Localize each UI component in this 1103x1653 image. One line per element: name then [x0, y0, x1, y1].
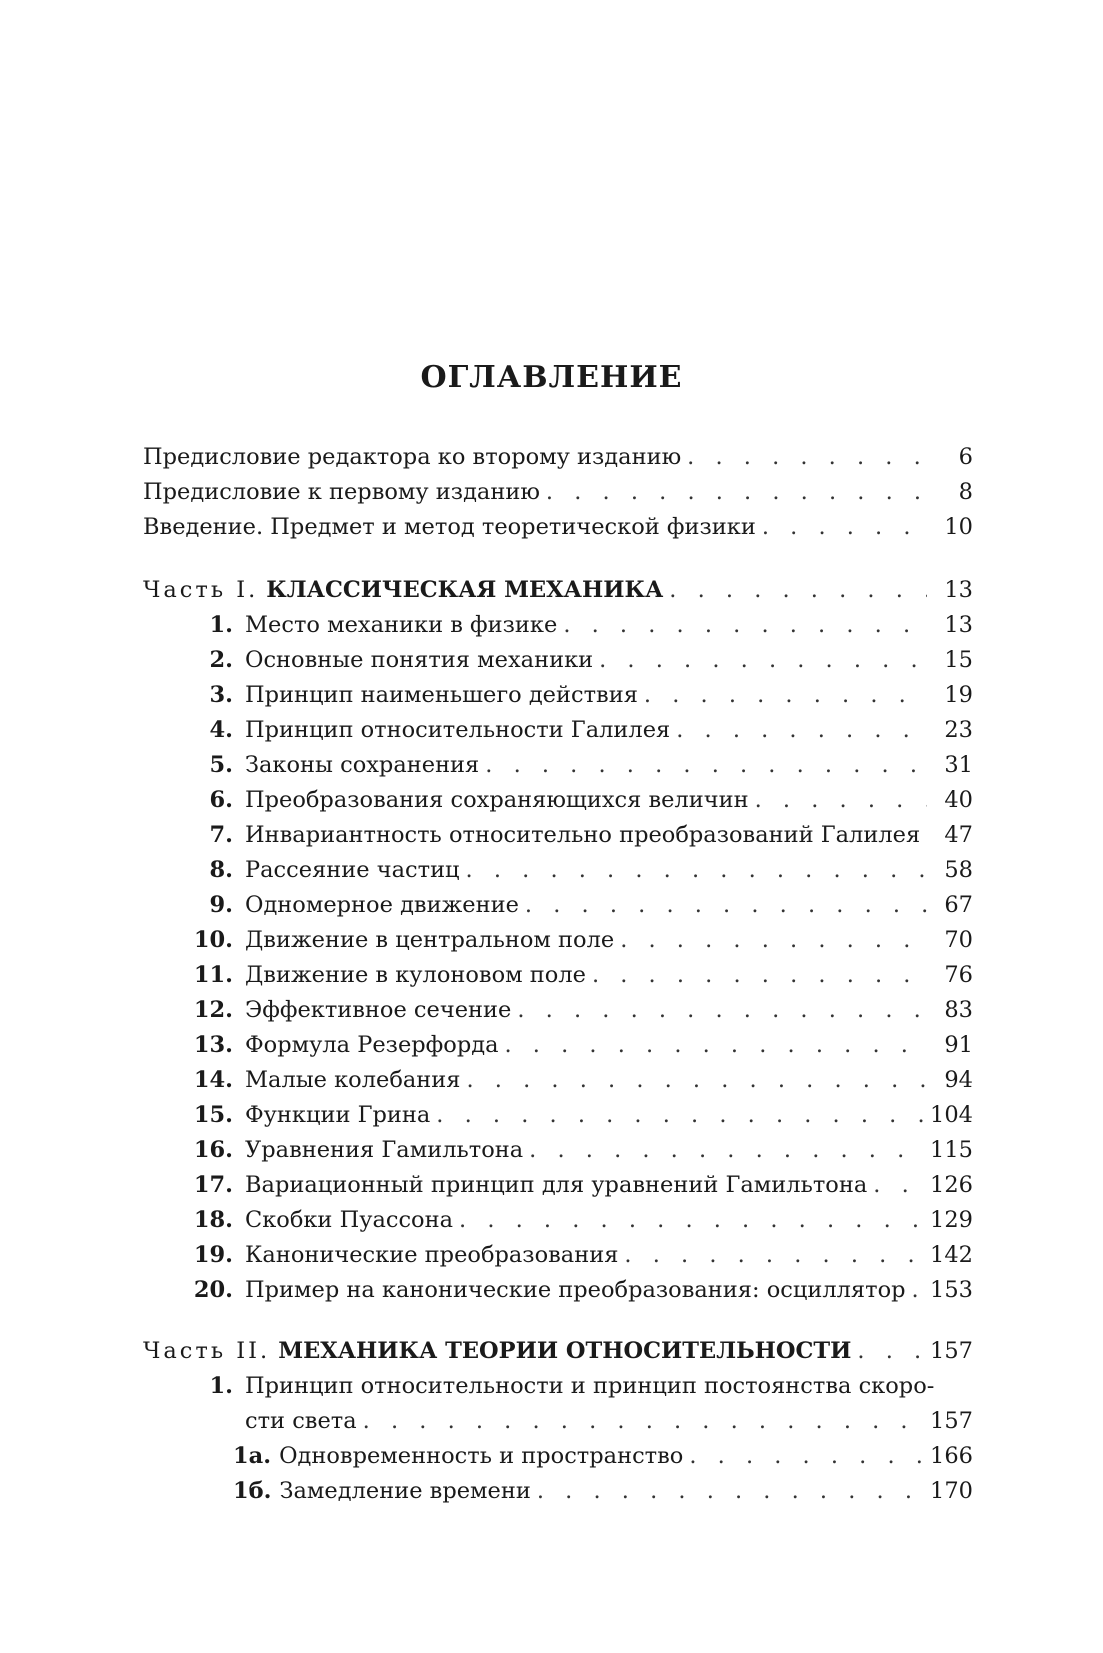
- section-number: 11.: [193, 962, 233, 988]
- section-number: 1.: [209, 1373, 233, 1399]
- entry-title: Место механики в физике: [245, 612, 558, 638]
- entry-page-number: 115: [930, 1137, 973, 1163]
- spacer: [143, 545, 973, 573]
- toc-section-entry[interactable]: [143, 1063, 973, 1098]
- entry-page-number: 170: [930, 1478, 973, 1504]
- entry-page-number: 153: [930, 1277, 973, 1303]
- toc-section-entry[interactable]: [143, 1238, 973, 1273]
- entry-page-number: 47: [944, 822, 973, 848]
- toc-subsection-entry[interactable]: [143, 1474, 973, 1509]
- section-number: 4.: [209, 717, 233, 743]
- section-number: 20.: [193, 1277, 233, 1303]
- entry-title: Эффективное сечение: [245, 997, 512, 1023]
- entry-title: Одномерное движение: [245, 892, 519, 918]
- toc-entry-front-matter[interactable]: [143, 475, 973, 510]
- entry-page-number: 142: [930, 1242, 973, 1268]
- entry-page-number: 13: [944, 577, 973, 603]
- dot-leader: [517, 993, 927, 1028]
- dot-leader: [762, 510, 927, 545]
- entry-page-number: 91: [944, 1032, 973, 1058]
- toc-section-entry[interactable]: [143, 608, 973, 643]
- entry-title: Замедление времени: [279, 1478, 531, 1504]
- entry-page-number: 6: [958, 444, 973, 470]
- section-number: 8.: [209, 857, 233, 883]
- entry-page-number: 58: [944, 857, 973, 883]
- dot-leader: [687, 440, 927, 475]
- section-number: 9.: [209, 892, 233, 918]
- entry-page-number: 10: [944, 514, 973, 540]
- dot-leader: [676, 713, 927, 748]
- section-number: 2.: [209, 647, 233, 673]
- entry-page-number: 104: [930, 1102, 973, 1128]
- dot-leader: [459, 1203, 924, 1238]
- part-title: КЛАССИЧЕСКАЯ МЕХАНИКА: [266, 577, 664, 603]
- entry-page-number: 166: [930, 1443, 973, 1469]
- dot-leader: [592, 958, 927, 993]
- entry-title: Скобки Пуассона: [245, 1207, 454, 1233]
- toc-section-entry[interactable]: [143, 1273, 973, 1308]
- dot-leader: [563, 608, 927, 643]
- toc-section-entry[interactable]: [143, 643, 973, 678]
- section-number: 6.: [209, 787, 233, 813]
- dot-leader: [466, 853, 927, 888]
- section-number: 17.: [193, 1172, 233, 1198]
- part-label: Часть II.: [143, 1338, 271, 1364]
- entry-page-number: 157: [930, 1408, 973, 1434]
- toc-section-entry[interactable]: [143, 1098, 973, 1133]
- entry-title: Преобразования сохраняющихся величин: [245, 787, 749, 813]
- section-number: 19.: [193, 1242, 233, 1268]
- section-number: 15.: [193, 1102, 233, 1128]
- toc-entry-front-matter[interactable]: [143, 440, 973, 475]
- toc-section-entry[interactable]: [143, 1203, 973, 1238]
- entry-title: Канонические преобразования: [245, 1242, 619, 1268]
- entry-page-number: 8: [958, 479, 973, 505]
- dot-leader: [436, 1098, 924, 1133]
- dot-leader: [857, 1334, 924, 1369]
- spacer: [143, 1308, 973, 1334]
- entry-title: Вариационный принцип для уравнений Гамильтона: [245, 1172, 868, 1198]
- section-number: 5.: [209, 752, 233, 778]
- toc-subsection-entry[interactable]: [143, 1439, 973, 1474]
- entry-title: Рассеяние частиц: [245, 857, 460, 883]
- toc-section-entry[interactable]: [143, 888, 973, 923]
- section-number: 12.: [193, 997, 233, 1023]
- toc-section-entry[interactable]: [143, 993, 973, 1028]
- entry-title: Пример на канонические преобразования: осциллятор: [245, 1277, 906, 1303]
- dot-leader: [546, 475, 927, 510]
- entry-title: Предисловие к первому изданию: [143, 479, 540, 505]
- part-title: МЕХАНИКА ТЕОРИИ ОТНОСИТЕЛЬНОСТИ: [278, 1338, 852, 1364]
- toc-section-entry[interactable]: [143, 818, 973, 853]
- entry-page-number: 19: [944, 682, 973, 708]
- dot-leader: [525, 888, 927, 923]
- dot-leader: [363, 1404, 924, 1439]
- page-title: ОГЛАВЛЕНИЕ: [420, 360, 683, 395]
- section-number: 1б.: [233, 1478, 272, 1504]
- toc-section-entry[interactable]: [143, 923, 973, 958]
- dot-leader: [505, 1028, 928, 1063]
- entry-title: Малые колебания: [245, 1067, 461, 1093]
- toc-section-entry[interactable]: [143, 1168, 973, 1203]
- entry-page-number: 13: [944, 612, 973, 638]
- part1-section-list: [143, 608, 973, 1308]
- entry-title: Уравнения Гамильтона: [245, 1137, 524, 1163]
- dot-leader: [912, 1273, 925, 1308]
- entry-page-number: 67: [944, 892, 973, 918]
- dot-leader: [624, 1238, 924, 1273]
- dot-leader: [599, 643, 927, 678]
- entry-title-continuation: сти света: [245, 1408, 357, 1434]
- dot-leader: [926, 818, 927, 853]
- toc-section-entry[interactable]: [143, 748, 973, 783]
- entry-page-number: 129: [930, 1207, 973, 1233]
- entry-page-number: 157: [930, 1338, 973, 1364]
- toc-section-entry[interactable]: [143, 783, 973, 818]
- dot-leader: [669, 573, 927, 608]
- entry-title: Принцип относительности Галилея: [245, 717, 671, 743]
- part-label: Часть I.: [143, 577, 259, 603]
- toc-entry-front-matter[interactable]: [143, 510, 973, 545]
- entry-title: Предисловие редактора ко второму изданию: [143, 444, 682, 470]
- dot-leader: [644, 678, 927, 713]
- entry-title: Функции Грина: [245, 1102, 431, 1128]
- entry-page-number: 83: [944, 997, 973, 1023]
- toc-section-entry[interactable]: [143, 1028, 973, 1063]
- entry-title: Инвариантность относительно преобразований Галилея: [245, 822, 921, 848]
- entry-title: Принцип относительности и принцип постоянства скоро-: [245, 1373, 935, 1399]
- toc-section-entry[interactable]: [143, 713, 973, 748]
- entry-title: Формула Резерфорда: [245, 1032, 499, 1058]
- dot-leader: [620, 923, 927, 958]
- entry-title: Движение в кулоновом поле: [245, 962, 586, 988]
- section-number: 14.: [193, 1067, 233, 1093]
- entry-title: Законы сохранения: [245, 752, 480, 778]
- entry-title: Введение. Предмет и метод теоретической физики: [143, 514, 756, 540]
- section-number: 18.: [193, 1207, 233, 1233]
- entry-title: Принцип наименьшего действия: [245, 682, 638, 708]
- dot-leader: [529, 1133, 924, 1168]
- entry-page-number: 70: [944, 927, 973, 953]
- toc-section-entry[interactable]: [143, 1133, 973, 1168]
- toc-part-heading[interactable]: [143, 1334, 973, 1369]
- table-of-contents: [143, 440, 973, 1509]
- toc-section-entry[interactable]: [143, 678, 973, 713]
- toc-section-entry[interactable]: [143, 958, 973, 993]
- entry-title: Движение в центральном поле: [245, 927, 615, 953]
- toc-section-entry[interactable]: [143, 853, 973, 888]
- entry-title: Основные понятия механики: [245, 647, 594, 673]
- entry-title: Одновременность и пространство: [279, 1443, 684, 1469]
- dot-leader: [485, 748, 927, 783]
- dot-leader: [689, 1439, 924, 1474]
- section-number: 1.: [209, 612, 233, 638]
- entry-page-number: 76: [944, 962, 973, 988]
- toc-section-entry[interactable]: [143, 1369, 973, 1439]
- dot-leader: [467, 1063, 928, 1098]
- entry-page-number: 94: [944, 1067, 973, 1093]
- entry-page-number: 40: [944, 787, 973, 813]
- dot-leader: [755, 783, 927, 818]
- entry-page-number: 23: [944, 717, 973, 743]
- section-number: 13.: [193, 1032, 233, 1058]
- section-number: 10.: [193, 927, 233, 953]
- dot-leader: [873, 1168, 924, 1203]
- section-number: 7.: [209, 822, 233, 848]
- section-number: 16.: [193, 1137, 233, 1163]
- entry-page-number: 31: [944, 752, 973, 778]
- section-number: 1а.: [233, 1443, 272, 1469]
- entry-page-number: 126: [930, 1172, 973, 1198]
- section-number: 3.: [209, 682, 233, 708]
- dot-leader: [537, 1474, 924, 1509]
- entry-page-number: 15: [944, 647, 973, 673]
- toc-part-heading[interactable]: [143, 573, 973, 608]
